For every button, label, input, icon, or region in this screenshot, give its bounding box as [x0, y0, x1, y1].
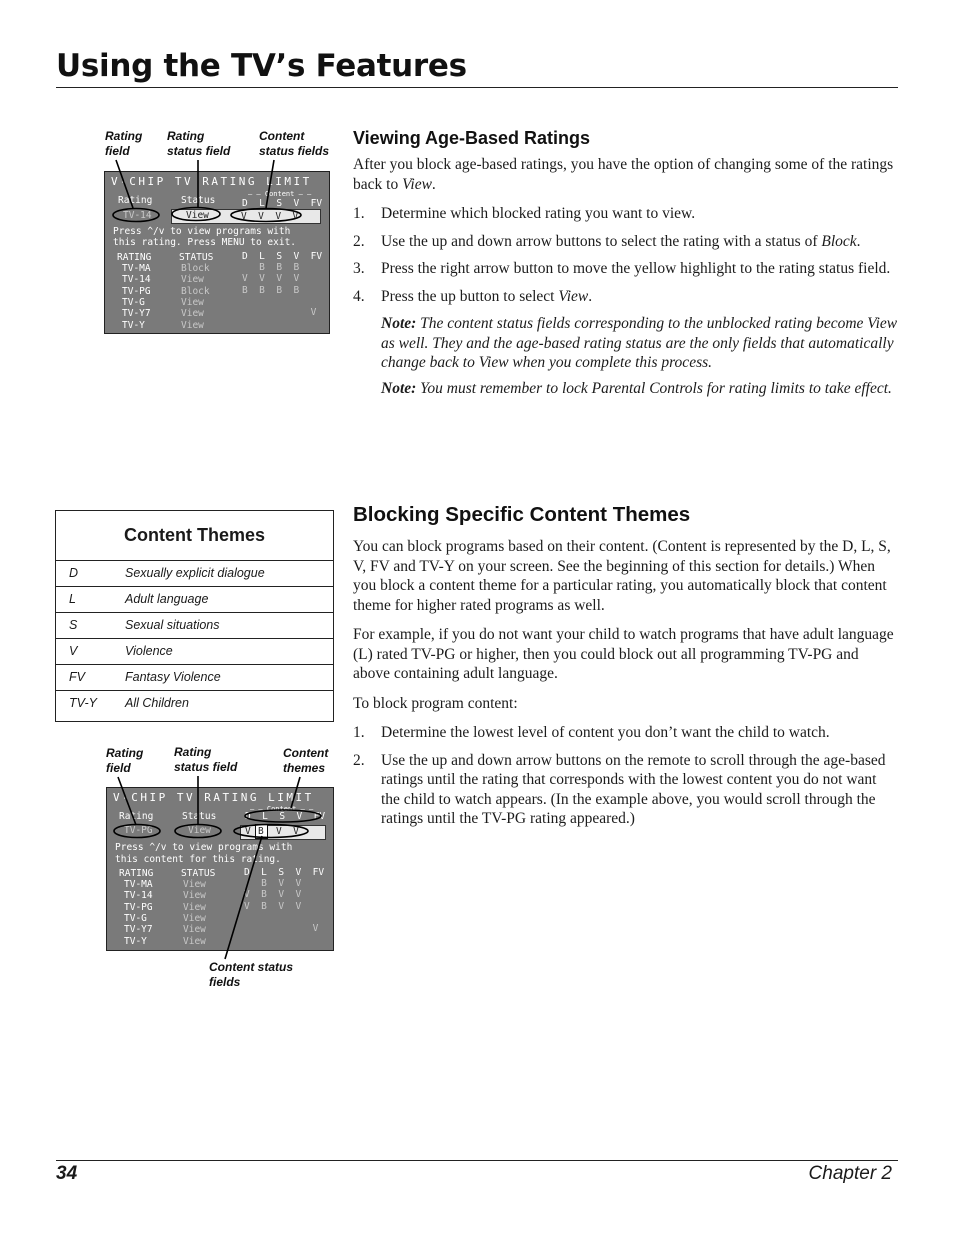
step-emphasis: View: [558, 287, 589, 305]
step-text: Use the up and down arrow buttons on the remote to scroll through the age-based ratings until the rating that corresponds with the lowest content you do not want the child to watch appears. (In the example above, you would scroll through the ratings until the TV-PG rating appeared.): [381, 751, 886, 827]
callout-rating-field-2: Rating field: [106, 746, 144, 775]
instruction-line-2: this rating. Press MENU to exit.: [113, 237, 297, 248]
col-rating: Rating: [119, 811, 154, 822]
theme-code: V: [69, 644, 78, 658]
theme-description: All Children: [125, 696, 189, 710]
blocking-heading: Blocking Specific Content Themes: [353, 503, 691, 526]
viewing-section: [353, 155, 899, 404]
col-content: D L S V FV: [245, 811, 326, 822]
list-rating: TV-Y7: [124, 924, 153, 936]
list-content: B V V: [244, 878, 302, 889]
step-text: Press the right arrow button to move the yellow highlight to the rating status field.: [381, 260, 891, 277]
theme-code: FV: [69, 670, 85, 684]
note-text: The content status fields corresponding to the unblocked rating become View as well. They and the age-based rating status are the only fields that automatically change back to View when you complete this process.: [381, 315, 898, 371]
instruction-line-1: Press ^/v to view programs with: [115, 842, 293, 853]
step-text: Determine which blocked rating you want to view.: [381, 205, 696, 222]
list-status: View: [183, 935, 206, 947]
theme-description: Adult language: [125, 592, 209, 606]
viewing-heading: Viewing Age-Based Ratings: [353, 128, 591, 148]
blocking-steps: [353, 723, 899, 829]
viewing-step: [353, 259, 899, 279]
list-status: View: [183, 879, 206, 890]
step-number: 3.: [353, 260, 365, 277]
step-text: Press the up button to select: [381, 287, 559, 305]
theme-code: L: [69, 592, 76, 606]
theme-code: S: [69, 618, 78, 632]
list-status: View: [181, 319, 204, 331]
step-text-end: .: [588, 287, 593, 305]
screen-title: V-CHIP TV RATING LIMIT: [111, 175, 312, 188]
list-rating: TV-14: [124, 890, 153, 902]
screen-title: V-CHIP TV RATING LIMIT: [113, 791, 314, 804]
list-rating: TV-Y: [122, 319, 145, 331]
chapter-label: Chapter 2: [808, 1163, 892, 1184]
list-status: View: [183, 924, 206, 936]
step-number: 1.: [353, 205, 365, 222]
list-head-content: D L S V FV: [242, 251, 323, 262]
callout-content-status-fields-2: Content status fields: [209, 960, 293, 989]
callout-content-themes: Content themes: [283, 746, 329, 775]
step-number: 2.: [353, 751, 365, 769]
list-rating: TV-PG: [124, 901, 153, 913]
step-number: 1.: [353, 724, 365, 741]
list-rating: TV-Y7: [122, 308, 151, 320]
step-text: Determine the lowest level of content you don’t want the child to watch.: [381, 724, 830, 741]
callout-content-status-fields: Content status fields: [259, 129, 330, 158]
blocking-step: [353, 723, 899, 743]
selected-content-d: V: [245, 826, 251, 837]
list-rating: TV-G: [124, 912, 147, 924]
viewing-notes: [353, 314, 899, 398]
content-small-label: – – Content – –: [248, 190, 312, 198]
note: [353, 314, 899, 373]
viewing-steps: [353, 204, 899, 306]
list-content: V: [242, 307, 317, 319]
note: [353, 379, 899, 399]
viewing-intro: After you block age-based ratings, you have the option of changing some of the ratings back to View.: [353, 156, 894, 193]
list-content: V V V V: [242, 273, 300, 285]
viewing-step: [353, 232, 899, 252]
blocking-paragraph: To block program content:: [353, 694, 518, 712]
step-number: 4.: [353, 287, 365, 305]
blocking-paragraph: You can block programs based on their content. (Content is represented by the D, L, S, V, FV and TV-Y on your screen. See the beginning of this section for details.) When you block a content theme for a particular rating, you automatically block that content theme for higher rated programs as well.: [353, 538, 891, 614]
list-status: Block: [181, 263, 210, 274]
list-status: View: [183, 912, 206, 924]
selected-status: View: [188, 825, 211, 836]
note-label: Note:: [381, 379, 417, 397]
list-head-content: D L S V FV: [244, 867, 325, 878]
step-text-end: .: [856, 232, 861, 250]
col-rating: Rating: [118, 195, 153, 206]
page-number: 34: [56, 1163, 78, 1184]
instruction-line-2: this content for this rating.: [115, 854, 281, 865]
footer-rule: [56, 1160, 898, 1161]
callout-rating-field: Rating field: [105, 129, 143, 158]
step-emphasis: Block: [821, 232, 857, 250]
selected-status: View: [186, 210, 209, 221]
list-content: V B V V: [244, 900, 302, 912]
selected-content: V V V V: [241, 211, 299, 222]
theme-description: Violence: [125, 644, 173, 658]
list-head-status: STATUS: [179, 252, 214, 263]
list-content: B B B: [242, 262, 300, 273]
callout-rating-status-field-2: Rating status field: [174, 745, 238, 774]
list-head-rating: RATING: [119, 868, 154, 879]
list-rating: TV-PG: [122, 285, 151, 297]
list-content: B B B B: [242, 284, 300, 296]
blocking-section: [353, 537, 899, 837]
theme-description: Sexually explicit dialogue: [125, 566, 265, 580]
selected-rating: TV-PG: [124, 825, 153, 836]
list-rating: TV-MA: [124, 879, 153, 890]
col-content: D L S V FV: [242, 198, 323, 209]
list-status: View: [181, 308, 204, 320]
step-text: Use the up and down arrow buttons to select the rating with a status of: [381, 232, 822, 250]
callout-rating-status-field: Rating status field: [167, 129, 231, 158]
step-number: 2.: [353, 232, 365, 250]
blocking-step: [353, 751, 899, 829]
list-head-status: STATUS: [181, 868, 216, 879]
selected-content-l: B: [258, 826, 264, 837]
selected-rating: TV-14: [123, 210, 152, 221]
blocking-paragraphs: [353, 537, 899, 713]
list-rating: TV-Y: [124, 935, 147, 947]
content-small-label: – – Content – –: [250, 805, 314, 813]
list-content: V B V V: [244, 889, 302, 901]
col-status: Status: [181, 195, 216, 206]
viewing-step: [353, 287, 899, 307]
note-label: Note:: [381, 315, 417, 332]
selected-content-rest: V V: [276, 826, 299, 837]
blocking-paragraph: For example, if you do not want your child to watch programs that have adult language (L) rated TV-PG or higher, then you could block out all programming TV-PG and above containing adult language.: [353, 626, 894, 682]
col-status: Status: [182, 811, 217, 822]
note-text: You must remember to lock Parental Controls for rating limits to take effect.: [420, 379, 892, 397]
list-status: View: [181, 296, 204, 308]
list-rating: TV-G: [122, 296, 145, 308]
list-rating: TV-14: [122, 274, 151, 286]
viewing-step: [353, 204, 899, 224]
list-status: View: [183, 890, 206, 902]
content-themes-title: Content Themes: [123, 525, 265, 545]
theme-description: Sexual situations: [125, 618, 220, 632]
theme-code: D: [69, 566, 79, 580]
list-status: Block: [181, 285, 210, 297]
list-content: V: [244, 923, 319, 935]
list-status: View: [183, 901, 206, 913]
page-title: Using the TV’s Features: [56, 48, 467, 84]
list-status: View: [181, 274, 204, 286]
theme-description: Fantasy Violence: [125, 670, 221, 684]
list-rating: TV-MA: [122, 263, 151, 274]
list-head-rating: RATING: [117, 252, 152, 263]
theme-code: TV-Y: [69, 696, 98, 710]
instruction-line-1: Press ^/v to view programs with: [113, 226, 291, 237]
